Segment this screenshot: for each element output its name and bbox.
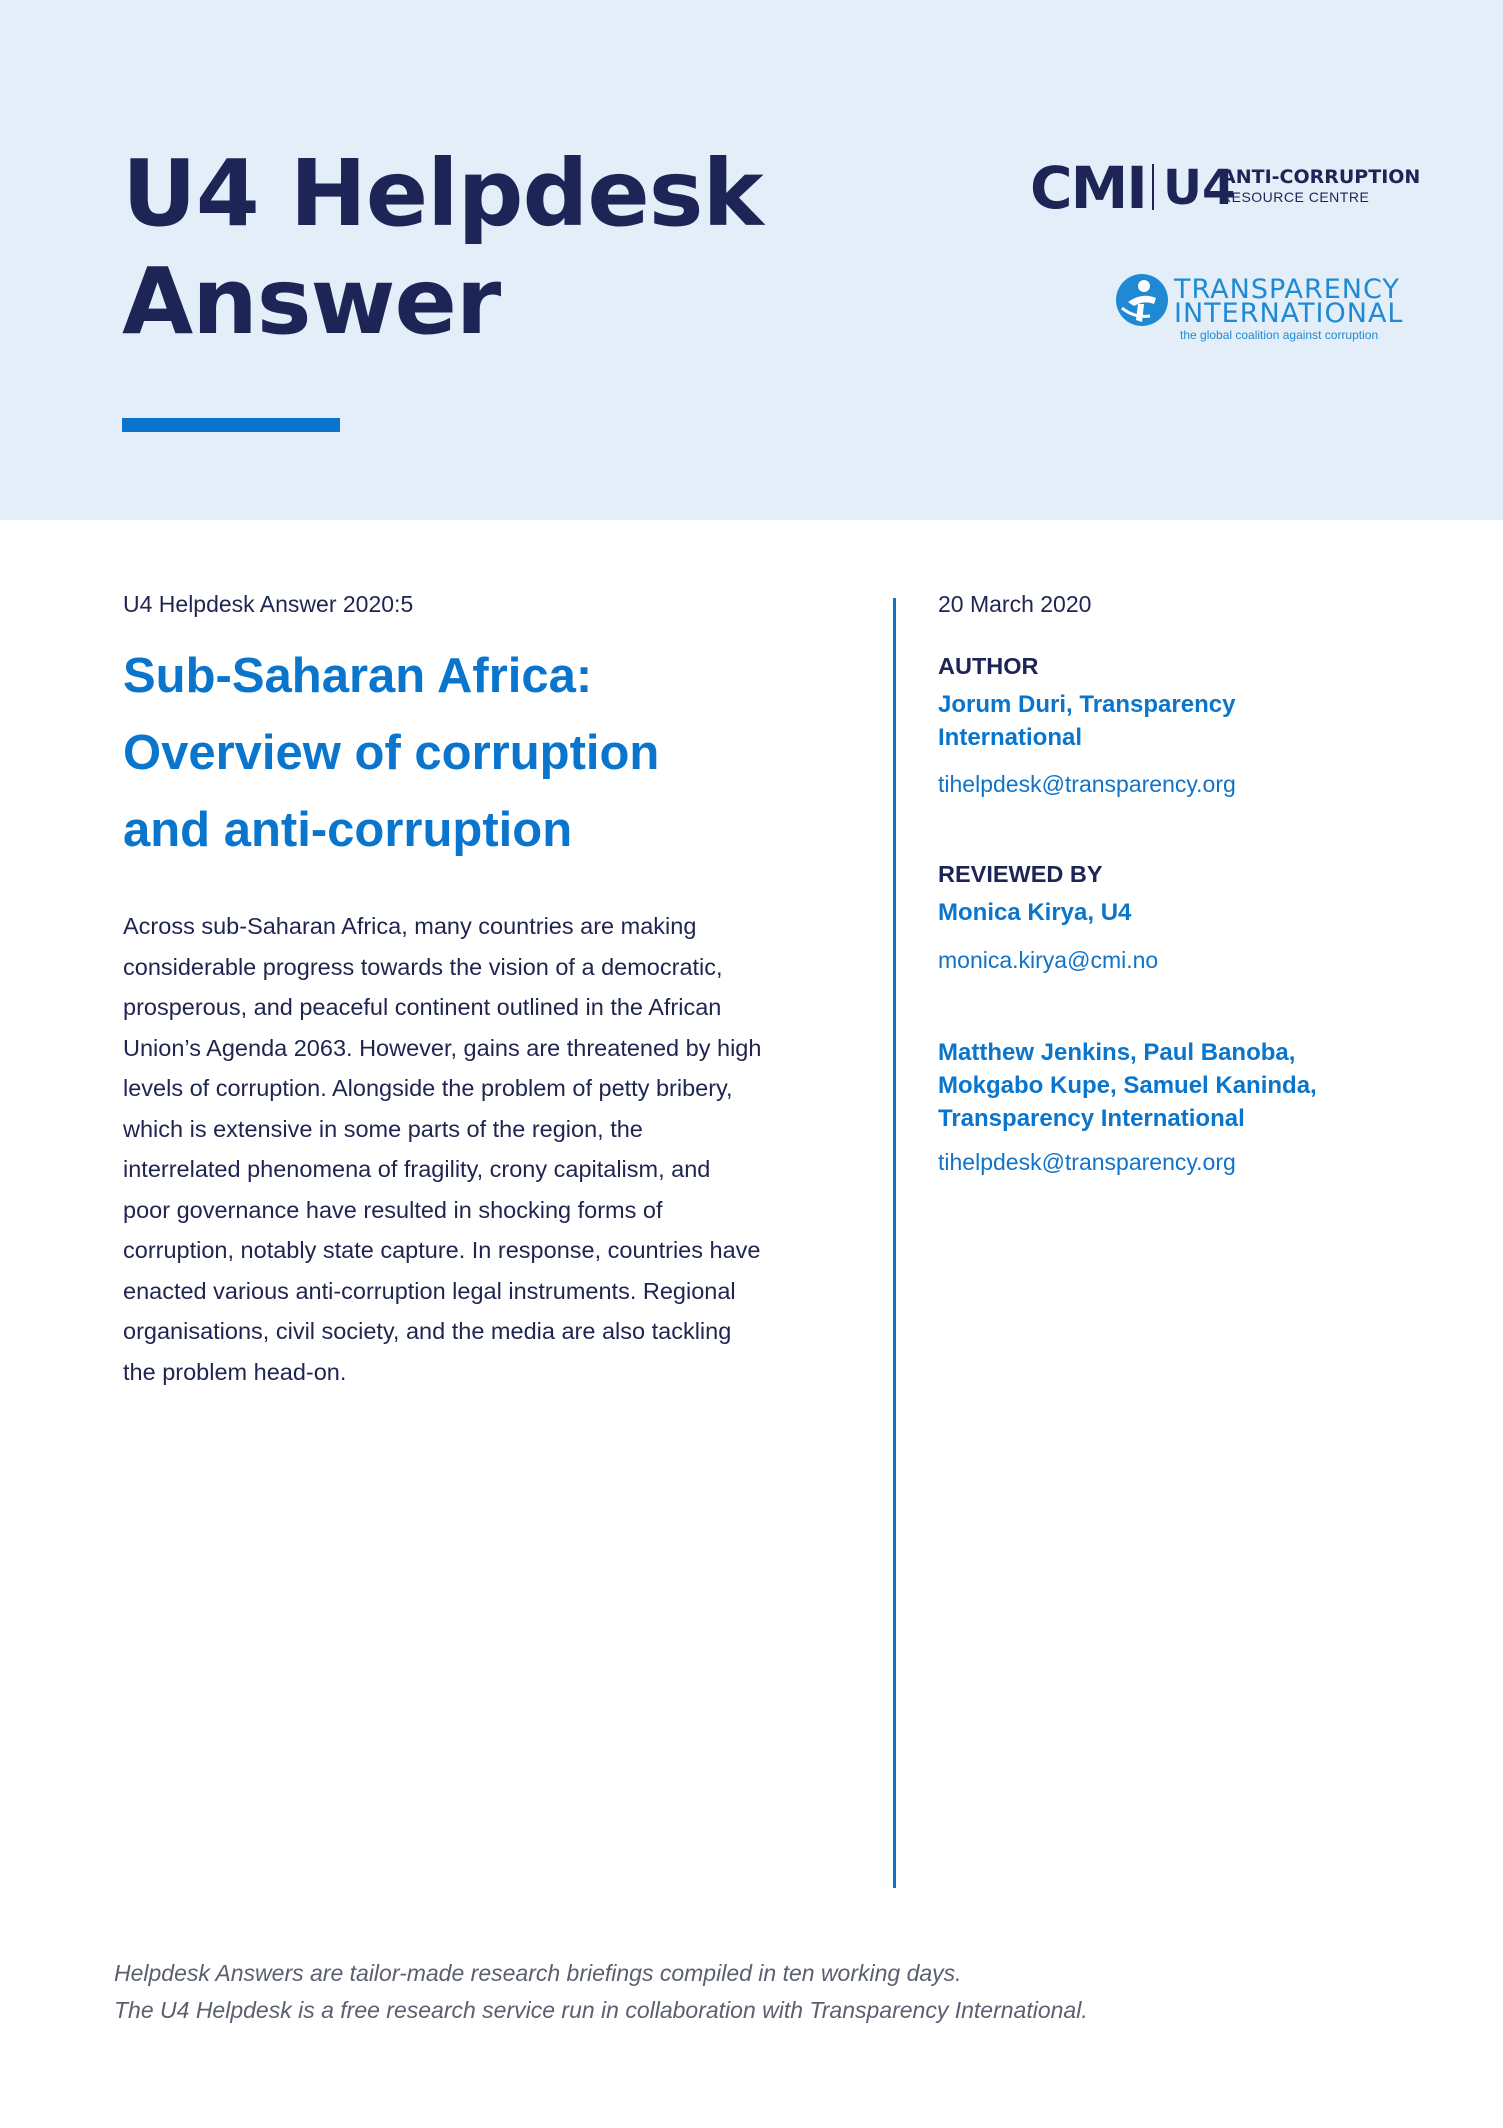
header-band: [0, 0, 1503, 520]
author-heading: AUTHOR: [938, 653, 1039, 679]
abstract-line: the problem head-on.: [123, 1358, 347, 1385]
cmi-logo-text: CMI: [1030, 154, 1146, 222]
reference-number: U4 Helpdesk Answer 2020:5: [123, 591, 414, 617]
column-divider: [893, 598, 896, 1888]
page-title: [122, 140, 763, 356]
cmi-u4-logo: [1030, 154, 1421, 222]
document-title-line-2: Overview of corruption: [123, 726, 660, 780]
author-name: [938, 688, 1418, 754]
abstract-line: interrelated phenomena of fragility, crony capitalism, and: [123, 1156, 711, 1182]
footer-note: [114, 1955, 1088, 2029]
abstract-line: Union’s Agenda 2063. However, gains are threatened by high: [123, 1034, 762, 1061]
abstract-line: which is extensive in some parts of the region, the: [123, 1115, 643, 1142]
author-email-link[interactable]: tihelpdesk@transparency.org: [938, 771, 1236, 797]
reviewer-2-line-2: Mokgabo Kupe, Samuel Kaninda,: [938, 1072, 1317, 1099]
abstract-line: levels of corruption. Alongside the problem of petty bribery,: [123, 1075, 733, 1101]
reviewer-1-name: Monica Kirya, U4: [938, 899, 1132, 926]
reviewer-2-email-link[interactable]: tihelpdesk@transparency.org: [938, 1149, 1236, 1175]
title-underline-bar: [122, 418, 340, 432]
footer-line-2: The U4 Helpdesk is a free research service run in collaboration with Transparency International.: [114, 1997, 1088, 2023]
resource-centre-text: RESOURCE CENTRE: [1221, 189, 1370, 205]
abstract-line: enacted various anti-corruption legal instruments. Regional: [123, 1277, 736, 1304]
abstract-line: poor governance have resulted in shocking forms of: [123, 1196, 663, 1223]
anti-corruption-text: ANTI-CORRUPTION: [1221, 166, 1421, 188]
author-name-line-1: Jorum Duri, Transparency: [938, 691, 1236, 718]
reviewer-2-line-3: Transparency International: [938, 1105, 1245, 1132]
ti-tagline: the global coalition against corruption: [1180, 328, 1379, 342]
reviewer-2-line-1: Matthew Jenkins, Paul Banoba,: [938, 1039, 1296, 1066]
document-title: [123, 638, 773, 869]
reviewer-2-names: [938, 1036, 1418, 1135]
publication-date: 20 March 2020: [938, 591, 1092, 617]
abstract-line: corruption, notably state capture. In response, countries have: [123, 1237, 761, 1263]
document-title-line-1: Sub-Saharan Africa:: [123, 649, 593, 703]
reviewer-1-email-link[interactable]: monica.kirya@cmi.no: [938, 947, 1159, 973]
ti-name-line-2: INTERNATIONAL: [1174, 298, 1404, 329]
abstract-line: prosperous, and peaceful continent outlined in the African: [123, 994, 722, 1020]
reviewed-by-heading: REVIEWED BY: [938, 861, 1103, 887]
ti-globe-icon: [1114, 272, 1170, 328]
footer-line-1: Helpdesk Answers are tailor-made research briefings compiled in ten working days.: [114, 1960, 962, 1986]
abstract-line: organisations, civil society, and the media are also tackling: [123, 1318, 732, 1344]
abstract-line: Across sub-Saharan Africa, many countries are making: [123, 913, 697, 939]
title-line-1: U4 Helpdesk: [122, 140, 763, 247]
abstract: [123, 906, 823, 1392]
document-title-line-3: and anti-corruption: [123, 803, 573, 857]
title-line-2: Answer: [122, 248, 501, 355]
transparency-international-logo: [1114, 272, 1404, 344]
author-name-line-2: International: [938, 724, 1083, 751]
abstract-line: considerable progress towards the vision of a democratic,: [123, 953, 723, 980]
u4-logo-text: U4: [1163, 160, 1236, 216]
ti-name-line-1: TRANSPARENCY: [1174, 274, 1400, 305]
logo-divider: [1152, 164, 1154, 210]
